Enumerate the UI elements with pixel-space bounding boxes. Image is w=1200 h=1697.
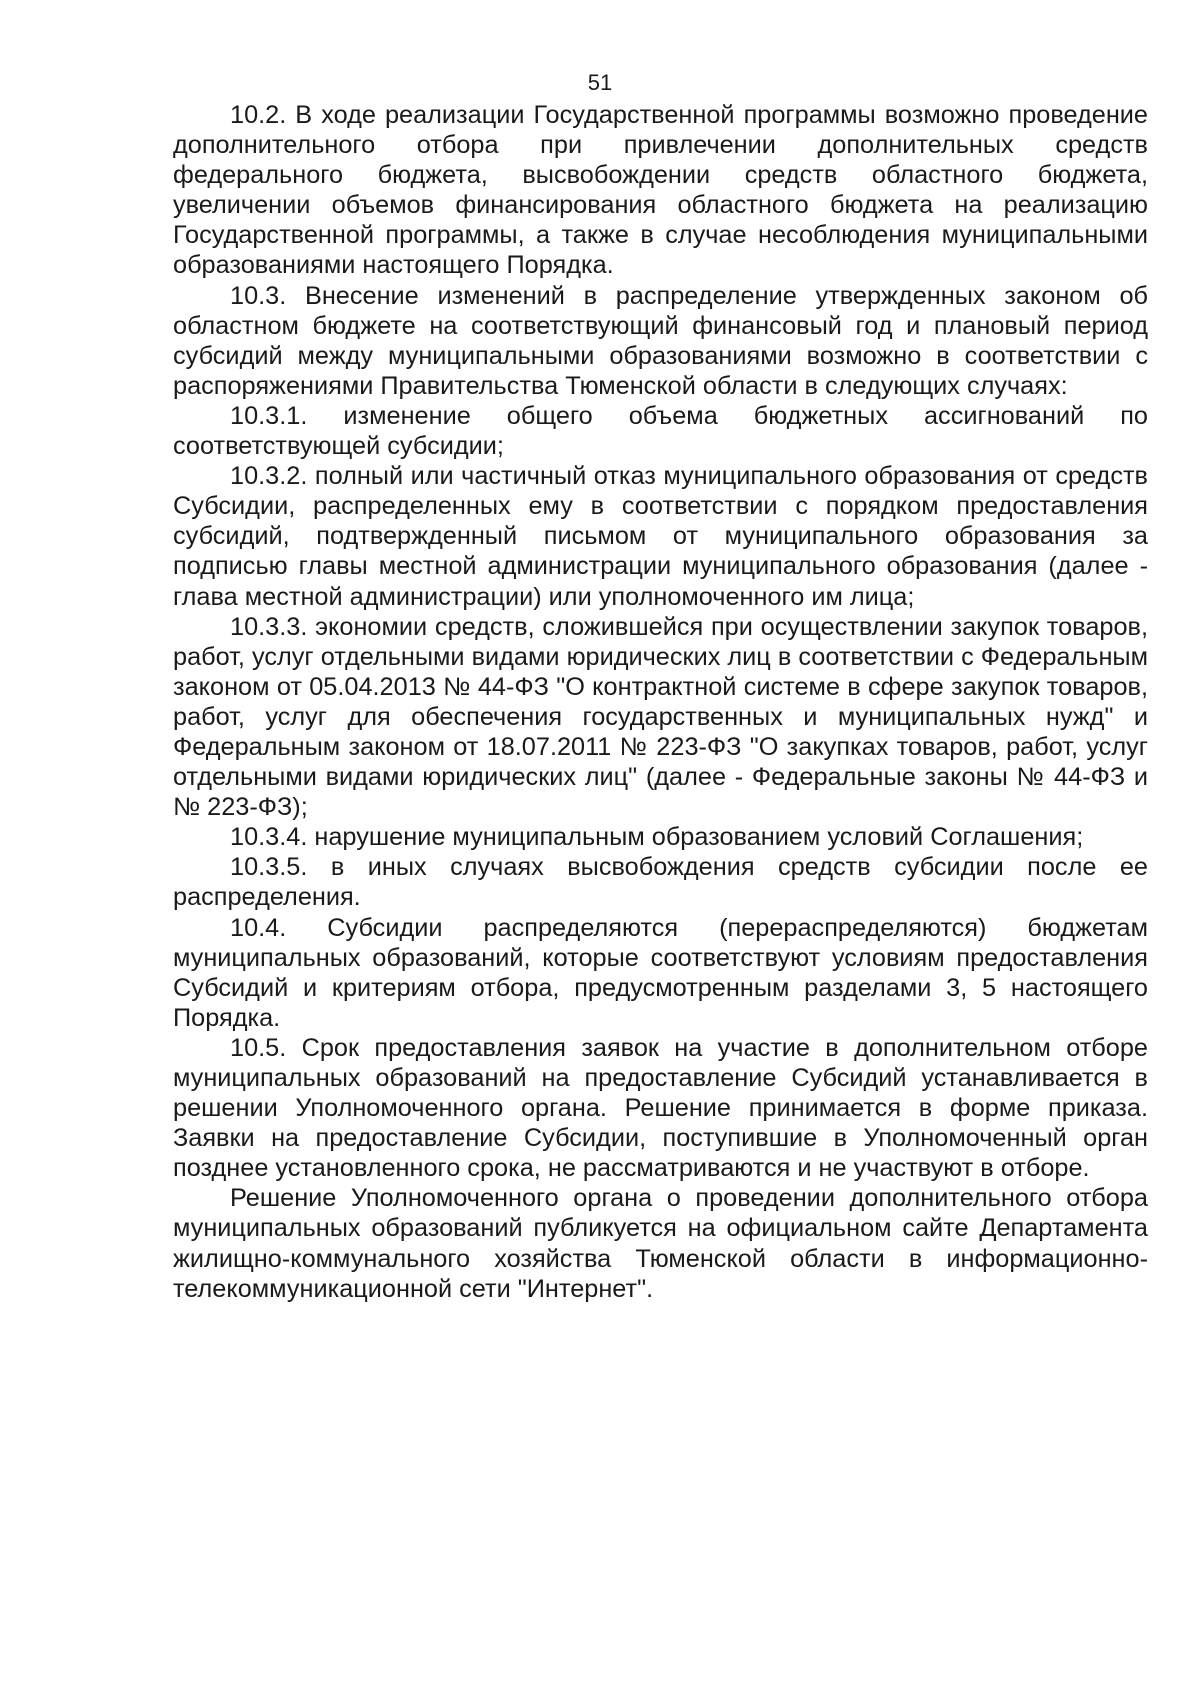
paragraph-10-3: 10.3. Внесение изменений в распределение утвержденных законом об областном бюджете на соответствующий финансовый год и плановый период субсидий между муниципальными образованиями возможно в соответствии с распоряжениями Правительства Тюменской области в следующих случаях:: [173, 281, 1148, 400]
document-body: [173, 100, 1148, 1304]
paragraph-10-3-3: 10.3.3. экономии средств, сложившейся при осуществлении закупок товаров, работ, услуг отдельными видами юридических лиц в соответствии с Федеральным законом от 05.04.2013 № 44-ФЗ "О контрактной системе в сфере закупок товаров, работ, услуг для обеспечения государственных и муниципальных нужд" и Федеральным законом от 18.07.2011 № 223-ФЗ "О закупках товаров, работ, услуг отдельными видами юридических лиц" (далее - Федеральные законы № 44-ФЗ и № 223-ФЗ);: [173, 612, 1148, 822]
paragraph-decision-publication: Решение Уполномоченного органа о проведении дополнительного отбора муниципальных образований публикуется на официальном сайте Департамента жилищно-коммунального хозяйства Тюменской области в информационно-телекоммуникационной сети "Интернет".: [173, 1184, 1148, 1303]
paragraph-10-5: 10.5. Срок предоставления заявок на участие в дополнительном отборе муниципальных образований на предоставление Субсидий устанавливается в решении Уполномоченного органа. Решение принимается в форме приказа. Заявки на предоставление Субсидии, поступившие в Уполномоченный орган позднее установленного срока, не рассматриваются и не участвуют в отборе.: [173, 1033, 1148, 1183]
paragraph-10-2: 10.2. В ходе реализации Государственной программы возможно проведение дополнительного отбора при привлечении дополнительных средств федерального бюджета, высвобождении средств областного бюджета, увеличении объемов финансирования областного бюджета на реализацию Государственной программы, а также в случае несоблюдения муниципальными образованиями настоящего Порядка.: [173, 101, 1148, 280]
paragraph-10-3-5: 10.3.5. в иных случаях высвобождения средств субсидии после ее распределения.: [173, 853, 1148, 912]
paragraph-10-3-1: 10.3.1. изменение общего объема бюджетных ассигнований по соответствующей субсидии;: [173, 401, 1148, 461]
paragraph-10-4: 10.4. Субсидии распределяются (перераспределяются) бюджетам муниципальных образований, которые соответствуют условиям предоставления Субсидий и критериям отбора, предусмотренным разделами 3, 5 настоящего Порядка.: [173, 913, 1148, 1032]
paragraph-10-3-2: 10.3.2. полный или частичный отказ муниципального образования от средств Субсидии, распределенных ему в соответствии с порядком предоставления субсидий, подтвержденный письмом от муниципального образования за подписью главы местной администрации муниципального образования (далее - глава местной администрации) или уполномоченного им лица;: [173, 462, 1148, 611]
paragraph-10-3-4: 10.3.4. нарушение муниципальным образованием условий Соглашения;: [230, 823, 1084, 852]
page-number: 51: [587, 70, 613, 95]
